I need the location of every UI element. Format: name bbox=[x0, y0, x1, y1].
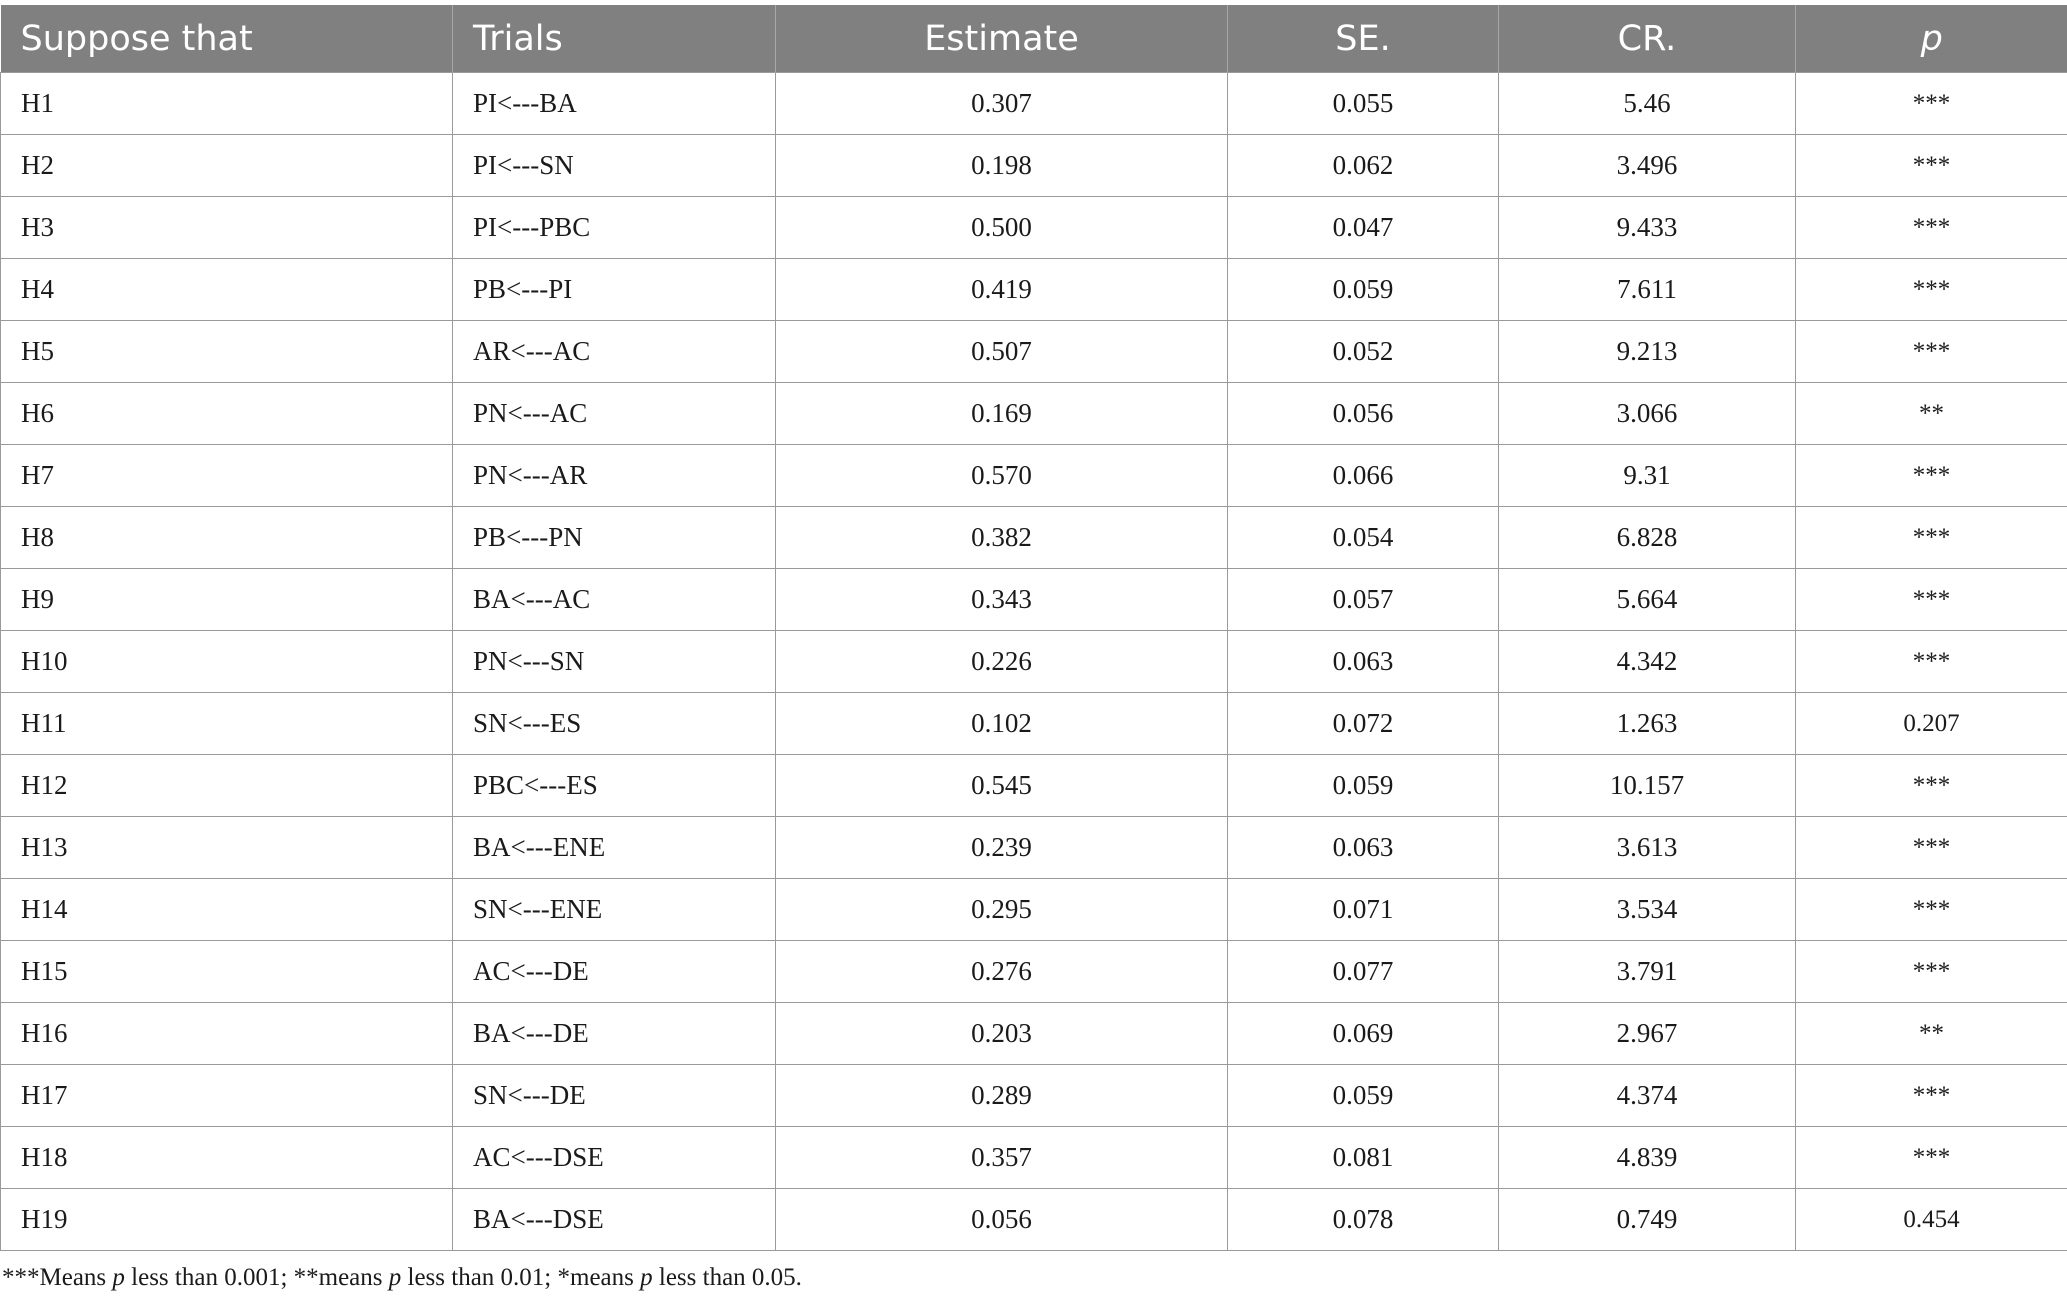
cell-cr: 3.534 bbox=[1499, 879, 1796, 941]
cell-trials: PBC<---ES bbox=[453, 755, 776, 817]
cell-se: 0.069 bbox=[1228, 1003, 1499, 1065]
cell-cr: 5.664 bbox=[1499, 569, 1796, 631]
cell-estimate: 0.357 bbox=[776, 1127, 1228, 1189]
cell-estimate: 0.276 bbox=[776, 941, 1228, 1003]
cell-p: *** bbox=[1796, 1127, 2067, 1189]
cell-estimate: 0.102 bbox=[776, 693, 1228, 755]
header-se: SE. bbox=[1228, 5, 1499, 73]
header-cr: CR. bbox=[1499, 5, 1796, 73]
table-row bbox=[1, 73, 2067, 135]
table-body bbox=[1, 73, 2067, 1251]
header-p-label: p bbox=[1920, 18, 1943, 59]
cell-hypothesis: H6 bbox=[1, 383, 453, 445]
cell-cr: 3.496 bbox=[1499, 135, 1796, 197]
cell-hypothesis: H16 bbox=[1, 1003, 453, 1065]
cell-cr: 9.433 bbox=[1499, 197, 1796, 259]
table-header-row bbox=[1, 5, 2067, 73]
cell-cr: 7.611 bbox=[1499, 259, 1796, 321]
table-row bbox=[1, 755, 2067, 817]
cell-trials: BA<---DE bbox=[453, 1003, 776, 1065]
cell-estimate: 0.507 bbox=[776, 321, 1228, 383]
cell-p: 0.207 bbox=[1796, 693, 2067, 755]
table-row bbox=[1, 941, 2067, 1003]
cell-se: 0.047 bbox=[1228, 197, 1499, 259]
results-table-container bbox=[0, 5, 2067, 1251]
cell-cr: 5.46 bbox=[1499, 73, 1796, 135]
cell-hypothesis: H7 bbox=[1, 445, 453, 507]
cell-cr: 0.749 bbox=[1499, 1189, 1796, 1251]
table-row bbox=[1, 569, 2067, 631]
table-row bbox=[1, 879, 2067, 941]
cell-trials: BA<---ENE bbox=[453, 817, 776, 879]
cell-hypothesis: H3 bbox=[1, 197, 453, 259]
cell-se: 0.059 bbox=[1228, 1065, 1499, 1127]
cell-trials: SN<---ENE bbox=[453, 879, 776, 941]
cell-cr: 10.157 bbox=[1499, 755, 1796, 817]
cell-hypothesis: H4 bbox=[1, 259, 453, 321]
cell-estimate: 0.295 bbox=[776, 879, 1228, 941]
cell-p: *** bbox=[1796, 1065, 2067, 1127]
cell-cr: 4.839 bbox=[1499, 1127, 1796, 1189]
cell-hypothesis: H8 bbox=[1, 507, 453, 569]
cell-p: *** bbox=[1796, 135, 2067, 197]
cell-estimate: 0.307 bbox=[776, 73, 1228, 135]
table-row bbox=[1, 135, 2067, 197]
table-row bbox=[1, 817, 2067, 879]
cell-hypothesis: H17 bbox=[1, 1065, 453, 1127]
header-trials: Trials bbox=[453, 5, 776, 73]
cell-hypothesis: H18 bbox=[1, 1127, 453, 1189]
cell-estimate: 0.343 bbox=[776, 569, 1228, 631]
cell-estimate: 0.203 bbox=[776, 1003, 1228, 1065]
cell-hypothesis: H2 bbox=[1, 135, 453, 197]
cell-p: ** bbox=[1796, 1003, 2067, 1065]
cell-estimate: 0.169 bbox=[776, 383, 1228, 445]
cell-trials: PN<---AC bbox=[453, 383, 776, 445]
cell-cr: 3.066 bbox=[1499, 383, 1796, 445]
cell-p: *** bbox=[1796, 755, 2067, 817]
cell-trials: PB<---PN bbox=[453, 507, 776, 569]
cell-se: 0.055 bbox=[1228, 73, 1499, 135]
cell-se: 0.077 bbox=[1228, 941, 1499, 1003]
cell-estimate: 0.545 bbox=[776, 755, 1228, 817]
cell-p: *** bbox=[1796, 879, 2067, 941]
cell-hypothesis: H11 bbox=[1, 693, 453, 755]
cell-hypothesis: H15 bbox=[1, 941, 453, 1003]
cell-hypothesis: H9 bbox=[1, 569, 453, 631]
footnote-p-1: p bbox=[112, 1264, 125, 1291]
header-suppose-that: Suppose that bbox=[1, 5, 453, 73]
cell-se: 0.081 bbox=[1228, 1127, 1499, 1189]
cell-estimate: 0.382 bbox=[776, 507, 1228, 569]
cell-estimate: 0.056 bbox=[776, 1189, 1228, 1251]
cell-se: 0.063 bbox=[1228, 631, 1499, 693]
table-row bbox=[1, 259, 2067, 321]
cell-hypothesis: H13 bbox=[1, 817, 453, 879]
cell-trials: PI<---BA bbox=[453, 73, 776, 135]
table-row bbox=[1, 197, 2067, 259]
cell-se: 0.052 bbox=[1228, 321, 1499, 383]
cell-cr: 3.791 bbox=[1499, 941, 1796, 1003]
cell-p: *** bbox=[1796, 631, 2067, 693]
cell-cr: 2.967 bbox=[1499, 1003, 1796, 1065]
cell-cr: 6.828 bbox=[1499, 507, 1796, 569]
table-row bbox=[1, 1065, 2067, 1127]
cell-se: 0.056 bbox=[1228, 383, 1499, 445]
cell-se: 0.054 bbox=[1228, 507, 1499, 569]
cell-p: ** bbox=[1796, 383, 2067, 445]
cell-p: *** bbox=[1796, 73, 2067, 135]
footnote-text-4: less than 0.05. bbox=[652, 1264, 802, 1291]
cell-se: 0.059 bbox=[1228, 259, 1499, 321]
table-row bbox=[1, 1127, 2067, 1189]
cell-hypothesis: H19 bbox=[1, 1189, 453, 1251]
cell-hypothesis: H1 bbox=[1, 73, 453, 135]
header-p bbox=[1796, 5, 2067, 73]
cell-p: *** bbox=[1796, 321, 2067, 383]
cell-trials: BA<---AC bbox=[453, 569, 776, 631]
cell-se: 0.057 bbox=[1228, 569, 1499, 631]
cell-p: *** bbox=[1796, 569, 2067, 631]
cell-cr: 1.263 bbox=[1499, 693, 1796, 755]
cell-estimate: 0.239 bbox=[776, 817, 1228, 879]
cell-se: 0.078 bbox=[1228, 1189, 1499, 1251]
table-row bbox=[1, 445, 2067, 507]
cell-p: 0.454 bbox=[1796, 1189, 2067, 1251]
cell-trials: AC<---DE bbox=[453, 941, 776, 1003]
header-estimate: Estimate bbox=[776, 5, 1228, 73]
cell-se: 0.066 bbox=[1228, 445, 1499, 507]
table-row bbox=[1, 321, 2067, 383]
table-row bbox=[1, 631, 2067, 693]
cell-hypothesis: H14 bbox=[1, 879, 453, 941]
cell-trials: PN<---SN bbox=[453, 631, 776, 693]
footnote-p-3: p bbox=[640, 1264, 653, 1291]
cell-p: *** bbox=[1796, 817, 2067, 879]
cell-se: 0.062 bbox=[1228, 135, 1499, 197]
cell-p: *** bbox=[1796, 941, 2067, 1003]
cell-cr: 3.613 bbox=[1499, 817, 1796, 879]
cell-p: *** bbox=[1796, 259, 2067, 321]
cell-hypothesis: H12 bbox=[1, 755, 453, 817]
cell-cr: 9.31 bbox=[1499, 445, 1796, 507]
cell-estimate: 0.289 bbox=[776, 1065, 1228, 1127]
cell-trials: PB<---PI bbox=[453, 259, 776, 321]
table-row bbox=[1, 383, 2067, 445]
footnote-text-3: less than 0.01; *means bbox=[401, 1264, 641, 1291]
cell-cr: 4.374 bbox=[1499, 1065, 1796, 1127]
cell-cr: 4.342 bbox=[1499, 631, 1796, 693]
table-row bbox=[1, 1189, 2067, 1251]
cell-hypothesis: H10 bbox=[1, 631, 453, 693]
table-footnote bbox=[2, 1264, 802, 1292]
footnote-p-2: p bbox=[388, 1264, 402, 1291]
cell-hypothesis: H5 bbox=[1, 321, 453, 383]
cell-trials: PI<---PBC bbox=[453, 197, 776, 259]
table-row bbox=[1, 507, 2067, 569]
footnote-text-1: ***Means bbox=[2, 1264, 113, 1291]
table-row bbox=[1, 1003, 2067, 1065]
cell-se: 0.071 bbox=[1228, 879, 1499, 941]
cell-trials: PI<---SN bbox=[453, 135, 776, 197]
cell-trials: BA<---DSE bbox=[453, 1189, 776, 1251]
cell-cr: 9.213 bbox=[1499, 321, 1796, 383]
footnote-text-2: less than 0.001; **means bbox=[124, 1264, 389, 1291]
cell-se: 0.063 bbox=[1228, 817, 1499, 879]
hypothesis-results-table bbox=[0, 5, 2067, 1251]
cell-trials: SN<---DE bbox=[453, 1065, 776, 1127]
cell-estimate: 0.226 bbox=[776, 631, 1228, 693]
cell-p: *** bbox=[1796, 507, 2067, 569]
cell-trials: SN<---ES bbox=[453, 693, 776, 755]
cell-trials: AR<---AC bbox=[453, 321, 776, 383]
table-row bbox=[1, 693, 2067, 755]
cell-estimate: 0.198 bbox=[776, 135, 1228, 197]
cell-trials: PN<---AR bbox=[453, 445, 776, 507]
cell-p: *** bbox=[1796, 445, 2067, 507]
cell-estimate: 0.500 bbox=[776, 197, 1228, 259]
cell-trials: AC<---DSE bbox=[453, 1127, 776, 1189]
cell-estimate: 0.570 bbox=[776, 445, 1228, 507]
cell-p: *** bbox=[1796, 197, 2067, 259]
cell-se: 0.059 bbox=[1228, 755, 1499, 817]
cell-se: 0.072 bbox=[1228, 693, 1499, 755]
cell-estimate: 0.419 bbox=[776, 259, 1228, 321]
